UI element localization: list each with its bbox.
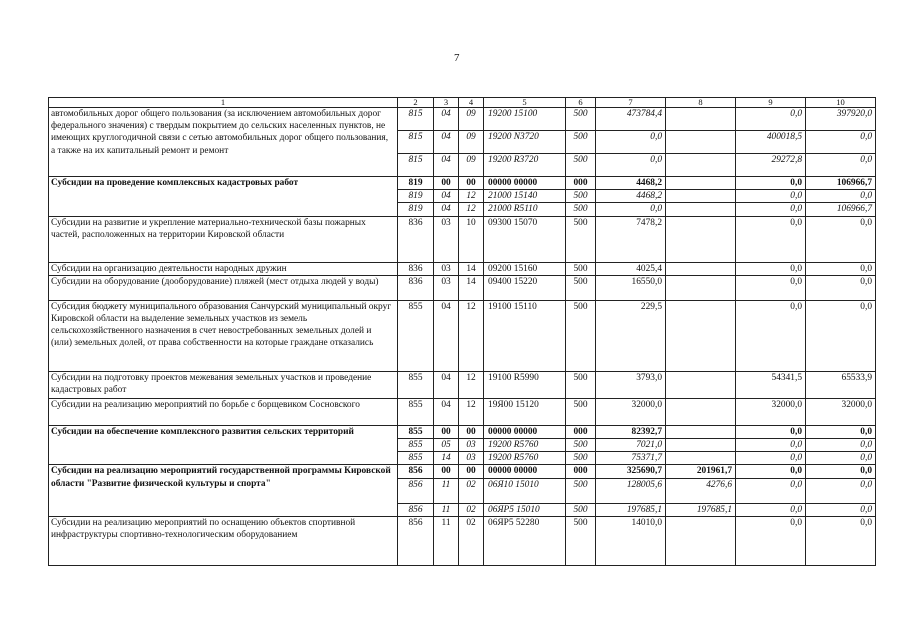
cell-col-5: 09400 15220: [484, 275, 566, 300]
column-header: 7: [596, 98, 666, 108]
cell-col-6: 500: [566, 216, 596, 262]
table-row: [49, 371, 876, 398]
cell-col-2: 819: [398, 190, 434, 203]
column-header: 10: [806, 98, 876, 108]
cell-col-8: [666, 425, 736, 438]
row-description: Субсидии на подготовку проектов межевания земельных участков и проведение кадастровых работ: [49, 371, 398, 398]
cell-col-7: 325690,7: [596, 465, 666, 478]
cell-col-5: 19200 15100: [484, 108, 566, 131]
cell-col-4: 00: [459, 177, 484, 190]
cell-col-2: 855: [398, 300, 434, 371]
cell-col-4: 12: [459, 300, 484, 371]
column-header: 4: [459, 98, 484, 108]
column-header: 8: [666, 98, 736, 108]
cell-col-2: 856: [398, 465, 434, 478]
cell-col-4: 02: [459, 478, 484, 503]
cell-col-6: 000: [566, 177, 596, 190]
cell-col-3: 04: [434, 190, 459, 203]
table-row: [49, 177, 876, 190]
cell-col-3: 03: [434, 262, 459, 275]
cell-col-7: 7021,0: [596, 439, 666, 452]
table-row: [49, 465, 876, 478]
cell-col-4: 03: [459, 439, 484, 452]
row-description: Субсидия бюджету муниципального образования Санчурский муниципальный округ Кировской области на выделение земельных участков из земель сельскохозяйственного назначения в счет невостребованных земельных долей и (или) земельных долей, от права собственности на которые граждане отказались: [49, 300, 398, 371]
cell-col-5: 21000 15140: [484, 190, 566, 203]
cell-col-3: 05: [434, 439, 459, 452]
cell-col-4: 09: [459, 131, 484, 154]
cell-col-3: 04: [434, 371, 459, 398]
cell-col-2: 815: [398, 108, 434, 131]
row-description: Субсидии на развитие и укрепление материально-технической базы пожарных частей, расположенных на территории Кировской области: [49, 216, 398, 262]
cell-col-2: 836: [398, 262, 434, 275]
cell-col-10: 0,0: [806, 503, 876, 516]
cell-col-5: 19100 R5990: [484, 371, 566, 398]
cell-col-5: 19200 R5760: [484, 439, 566, 452]
cell-col-3: 00: [434, 465, 459, 478]
cell-col-8: [666, 190, 736, 203]
cell-col-2: 856: [398, 503, 434, 516]
cell-col-8: [666, 371, 736, 398]
cell-col-7: 197685,1: [596, 503, 666, 516]
cell-col-2: 856: [398, 478, 434, 503]
cell-col-10: 0,0: [806, 131, 876, 154]
row-description: Субсидии на обеспечение комплексного развития сельских территорий: [49, 425, 398, 465]
cell-col-3: 03: [434, 275, 459, 300]
cell-col-9: 0,0: [736, 190, 806, 203]
cell-col-10: 0,0: [806, 425, 876, 438]
cell-col-3: 11: [434, 478, 459, 503]
cell-col-9: 0,0: [736, 203, 806, 216]
cell-col-8: [666, 275, 736, 300]
row-description: автомобильных дорог общего пользования (за исключением автомобильных дорог федерального значения) с твердым покрытием до сельских населенных пунктов, не имеющих круглогодичной связи с сетью автомобильных дорог общего пользования, а также на их капитальный ремонт и ремонт: [49, 108, 398, 177]
cell-col-8: [666, 203, 736, 216]
row-description: Субсидии на проведение комплексных кадастровых работ: [49, 177, 398, 217]
cell-col-4: 09: [459, 154, 484, 177]
cell-col-9: 29272,8: [736, 154, 806, 177]
cell-col-5: 00000 00000: [484, 177, 566, 190]
cell-col-6: 500: [566, 516, 596, 565]
cell-col-3: 04: [434, 108, 459, 131]
cell-col-10: 0,0: [806, 154, 876, 177]
cell-col-6: 500: [566, 131, 596, 154]
cell-col-2: 836: [398, 216, 434, 262]
cell-col-9: 0,0: [736, 300, 806, 371]
cell-col-7: 128005,6: [596, 478, 666, 503]
column-header: 9: [736, 98, 806, 108]
cell-col-7: 14010,0: [596, 516, 666, 565]
row-description: Субсидии на реализацию мероприятий по борьбе с борщевиком Сосновского: [49, 398, 398, 425]
cell-col-6: 500: [566, 108, 596, 131]
cell-col-8: [666, 300, 736, 371]
cell-col-7: 7478,2: [596, 216, 666, 262]
cell-col-2: 819: [398, 203, 434, 216]
cell-col-9: 400018,5: [736, 131, 806, 154]
cell-col-5: 00000 00000: [484, 425, 566, 438]
cell-col-9: 32000,0: [736, 398, 806, 425]
cell-col-6: 000: [566, 425, 596, 438]
cell-col-2: 856: [398, 516, 434, 565]
cell-col-7: 3793,0: [596, 371, 666, 398]
cell-col-5: 09300 15070: [484, 216, 566, 262]
cell-col-5: 19100 15110: [484, 300, 566, 371]
cell-col-8: [666, 452, 736, 465]
cell-col-4: 12: [459, 190, 484, 203]
cell-col-8: 201961,7: [666, 465, 736, 478]
cell-col-6: 500: [566, 398, 596, 425]
cell-col-8: [666, 108, 736, 131]
cell-col-10: 0,0: [806, 300, 876, 371]
cell-col-10: 106966,7: [806, 203, 876, 216]
cell-col-5: 19200 N3720: [484, 131, 566, 154]
page-number: 7: [454, 52, 460, 64]
cell-col-3: 14: [434, 452, 459, 465]
cell-col-6: 000: [566, 465, 596, 478]
cell-col-6: 500: [566, 300, 596, 371]
cell-col-4: 14: [459, 275, 484, 300]
cell-col-6: 500: [566, 371, 596, 398]
cell-col-6: 500: [566, 452, 596, 465]
cell-col-5: 06ЯР5 52280: [484, 516, 566, 565]
cell-col-10: 0,0: [806, 439, 876, 452]
table-row: [49, 216, 876, 262]
cell-col-8: [666, 398, 736, 425]
cell-col-2: 855: [398, 425, 434, 438]
table-row: [49, 300, 876, 371]
cell-col-10: 0,0: [806, 452, 876, 465]
cell-col-7: 75371,7: [596, 452, 666, 465]
cell-col-5: 09200 15160: [484, 262, 566, 275]
cell-col-3: 04: [434, 154, 459, 177]
cell-col-5: 21000 R5110: [484, 203, 566, 216]
cell-col-5: 06Я10 15010: [484, 478, 566, 503]
column-header: 2: [398, 98, 434, 108]
cell-col-10: 397920,0: [806, 108, 876, 131]
cell-col-10: 106966,7: [806, 177, 876, 190]
cell-col-4: 02: [459, 503, 484, 516]
table-row: [49, 262, 876, 275]
cell-col-8: [666, 131, 736, 154]
cell-col-10: 0,0: [806, 465, 876, 478]
cell-col-7: 4468,2: [596, 190, 666, 203]
cell-col-4: 03: [459, 452, 484, 465]
cell-col-2: 855: [398, 439, 434, 452]
cell-col-7: 4025,4: [596, 262, 666, 275]
cell-col-8: [666, 262, 736, 275]
cell-col-10: 32000,0: [806, 398, 876, 425]
column-header: 3: [434, 98, 459, 108]
cell-col-6: 500: [566, 503, 596, 516]
column-header: 1: [49, 98, 398, 108]
cell-col-8: [666, 154, 736, 177]
cell-col-4: 00: [459, 425, 484, 438]
cell-col-4: 02: [459, 516, 484, 565]
cell-col-9: 0,0: [736, 439, 806, 452]
cell-col-6: 500: [566, 203, 596, 216]
cell-col-2: 819: [398, 177, 434, 190]
budget-table: [48, 97, 876, 566]
table-row: [49, 425, 876, 438]
cell-col-2: 836: [398, 275, 434, 300]
cell-col-10: 0,0: [806, 216, 876, 262]
cell-col-7: 4468,2: [596, 177, 666, 190]
cell-col-9: 0,0: [736, 216, 806, 262]
cell-col-4: 14: [459, 262, 484, 275]
cell-col-10: 0,0: [806, 275, 876, 300]
cell-col-7: 229,5: [596, 300, 666, 371]
cell-col-5: 19Я00 15120: [484, 398, 566, 425]
cell-col-4: 00: [459, 465, 484, 478]
cell-col-9: 0,0: [736, 516, 806, 565]
cell-col-9: 0,0: [736, 425, 806, 438]
cell-col-5: 00000 00000: [484, 465, 566, 478]
cell-col-10: 65533,9: [806, 371, 876, 398]
cell-col-2: 815: [398, 131, 434, 154]
cell-col-3: 04: [434, 300, 459, 371]
table-row: [49, 108, 876, 131]
cell-col-4: 12: [459, 371, 484, 398]
cell-col-10: 0,0: [806, 516, 876, 565]
cell-col-7: 82392,7: [596, 425, 666, 438]
cell-col-3: 00: [434, 177, 459, 190]
cell-col-3: 04: [434, 131, 459, 154]
cell-col-6: 500: [566, 262, 596, 275]
cell-col-7: 0,0: [596, 154, 666, 177]
cell-col-3: 03: [434, 216, 459, 262]
cell-col-8: [666, 177, 736, 190]
cell-col-9: 0,0: [736, 452, 806, 465]
cell-col-3: 11: [434, 516, 459, 565]
table-row: [49, 516, 876, 565]
cell-col-8: 197685,1: [666, 503, 736, 516]
cell-col-9: 0,0: [736, 478, 806, 503]
cell-col-10: 0,0: [806, 190, 876, 203]
cell-col-7: 0,0: [596, 131, 666, 154]
cell-col-6: 500: [566, 439, 596, 452]
cell-col-9: 0,0: [736, 108, 806, 131]
cell-col-2: 815: [398, 154, 434, 177]
cell-col-9: 54341,5: [736, 371, 806, 398]
row-description: Субсидии на организацию деятельности народных дружин: [49, 262, 398, 275]
column-header: 5: [484, 98, 566, 108]
cell-col-3: 00: [434, 425, 459, 438]
cell-col-3: 04: [434, 203, 459, 216]
cell-col-5: 06ЯР5 15010: [484, 503, 566, 516]
table-header-row: [49, 98, 876, 108]
cell-col-9: 0,0: [736, 262, 806, 275]
cell-col-10: 0,0: [806, 478, 876, 503]
cell-col-5: 19200 R3720: [484, 154, 566, 177]
cell-col-3: 11: [434, 503, 459, 516]
cell-col-8: [666, 516, 736, 565]
cell-col-5: 19200 R5760: [484, 452, 566, 465]
cell-col-9: 0,0: [736, 177, 806, 190]
table-row: [49, 275, 876, 300]
cell-col-6: 500: [566, 190, 596, 203]
cell-col-6: 500: [566, 154, 596, 177]
cell-col-3: 04: [434, 398, 459, 425]
cell-col-7: 473784,4: [596, 108, 666, 131]
cell-col-2: 855: [398, 398, 434, 425]
row-description: Субсидии на реализацию мероприятий по оснащению объектов спортивной инфраструктуры спортивно-технологическим оборудованием: [49, 516, 398, 565]
cell-col-9: 0,0: [736, 275, 806, 300]
cell-col-9: 0,0: [736, 465, 806, 478]
cell-col-2: 855: [398, 452, 434, 465]
cell-col-8: [666, 216, 736, 262]
cell-col-4: 10: [459, 216, 484, 262]
cell-col-7: 32000,0: [596, 398, 666, 425]
cell-col-6: 500: [566, 275, 596, 300]
column-header: 6: [566, 98, 596, 108]
cell-col-7: 16550,0: [596, 275, 666, 300]
cell-col-9: 0,0: [736, 503, 806, 516]
cell-col-4: 12: [459, 398, 484, 425]
cell-col-2: 855: [398, 371, 434, 398]
cell-col-8: [666, 439, 736, 452]
cell-col-4: 09: [459, 108, 484, 131]
cell-col-6: 500: [566, 478, 596, 503]
cell-col-7: 0,0: [596, 203, 666, 216]
cell-col-8: 4276,6: [666, 478, 736, 503]
table-row: [49, 398, 876, 425]
cell-col-4: 12: [459, 203, 484, 216]
row-description: Субсидии на оборудование (дооборудование) пляжей (мест отдыха людей у воды): [49, 275, 398, 300]
cell-col-10: 0,0: [806, 262, 876, 275]
row-description: Субсидии на реализацию мероприятий государственной программы Кировской области "Развитие физической культуры и спорта": [49, 465, 398, 516]
